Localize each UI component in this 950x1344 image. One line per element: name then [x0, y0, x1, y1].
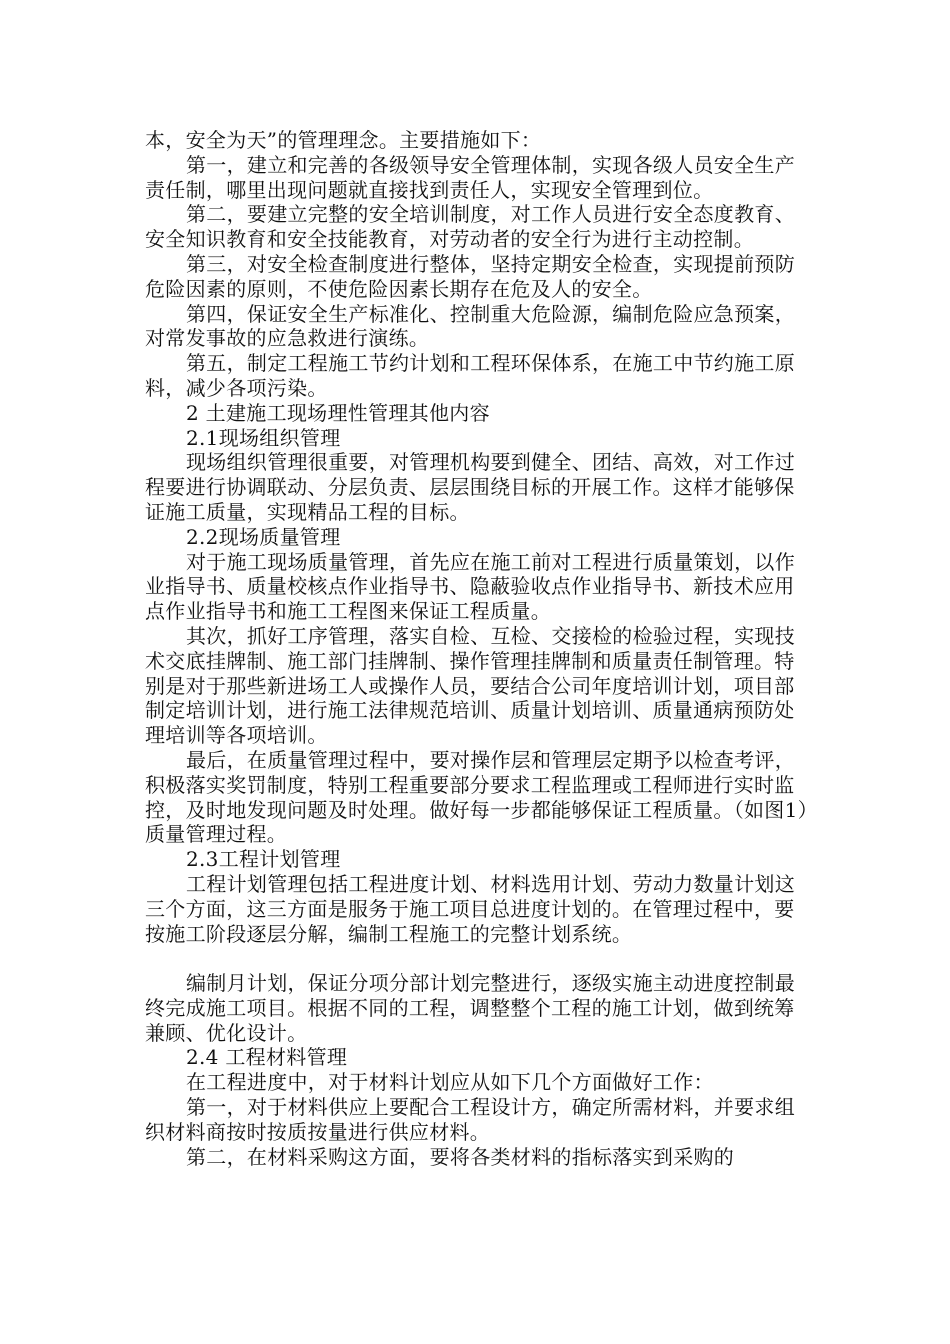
paragraph: 最后，在质量管理过程中，要对操作层和管理层定期予以检查考评，积极落实奖罚制度，特别工程重要部分要求工程监理或工程师进行实时监控，及时地发现问题及时处理。做好每一步都能够保证工程质量。（如图1）质量管理过程。: [145, 747, 808, 847]
paragraph: 编制月计划，保证分项分部计划完整进行，逐级实施主动进度控制最终完成施工项目。根据不同的工程，调整整个工程的施工计划，做到统筹兼顾、优化设计。: [145, 971, 795, 1045]
document-body: [145, 128, 810, 1169]
paragraph: 第二，要建立完整的安全培训制度，对工作人员进行安全态度教育、安全知识教育和安全技能教育，对劳动者的安全行为进行主动控制。: [145, 202, 795, 252]
subsection-heading: 2.3工程计划管理: [186, 847, 341, 872]
paragraph: 其次，抓好工序管理，落实自检、互检、交接检的检验过程，实现技术交底挂牌制、施工部门挂牌制、操作管理挂牌制和质量责任制管理。特别是对于那些新进场工人或操作人员，要结合公司年度培训计划，项目部制定培训计划，进行施工法律规范培训、质量计划培训、质量通病预防处理培训等各项培训。: [145, 623, 795, 748]
paragraph: 第五，制定工程施工节约计划和工程环保体系，在施工中节约施工原料，减少各项污染。: [145, 351, 795, 400]
subsection-heading: 2.4 工程材料管理: [186, 1045, 348, 1070]
subsection-heading: 2.2现场质量管理: [186, 524, 341, 549]
paragraph: 工程计划管理包括工程进度计划、材料选用计划、劳动力数量计划这三个方面，这三方面是服务于施工项目总进度计划的。在管理过程中，要按施工阶段逐层分解，编制工程施工的完整计划系统。: [145, 871, 795, 946]
paragraph: 第四，保证安全生产标准化、控制重大危险源，编制危险应急预案，对常发事故的应急救进行演练。: [145, 301, 795, 351]
paragraph: 第一，对于材料供应上要配合工程设计方，确定所需材料，并要求组织材料商按时按质按量进行供应材料。: [145, 1095, 795, 1144]
paragraph: 本，安全为天”的管理理念。主要措施如下：: [145, 128, 542, 152]
subsection-heading: 2.1现场组织管理: [186, 425, 341, 450]
paragraph: 在工程进度中，对于材料计划应从如下几个方面做好工作：: [186, 1070, 714, 1095]
paragraph: 对于施工现场质量管理，首先应在施工前对工程进行质量策划，以作业指导书、质量校核点作业指导书、隐蔽验收点作业指导书、新技术应用点作业指导书和施工工程图来保证工程质量。: [145, 549, 795, 624]
paragraph: 现场组织管理很重要，对管理机构要到健全、团结、高效，对工作过程要进行协调联动、分层负责、层层围绕目标的开展工作。这样才能够保证施工质量，实现精品工程的目标。: [145, 450, 795, 524]
paragraph: 第三，对安全检查制度进行整体，坚持定期安全检查，实现提前预防危险因素的原则，不使危险因素长期存在危及人的安全。: [145, 251, 795, 301]
section-heading: 2 土建施工现场理性管理其他内容: [186, 400, 490, 425]
paragraph: 第二，在材料采购这方面，要将各类材料的指标落实到采购的: [186, 1144, 735, 1169]
paragraph: 第一，建立和完善的各级领导安全管理体制，实现各级人员安全生产责任制，哪里出现问题就直接找到责任人，实现安全管理到位。: [145, 152, 795, 202]
